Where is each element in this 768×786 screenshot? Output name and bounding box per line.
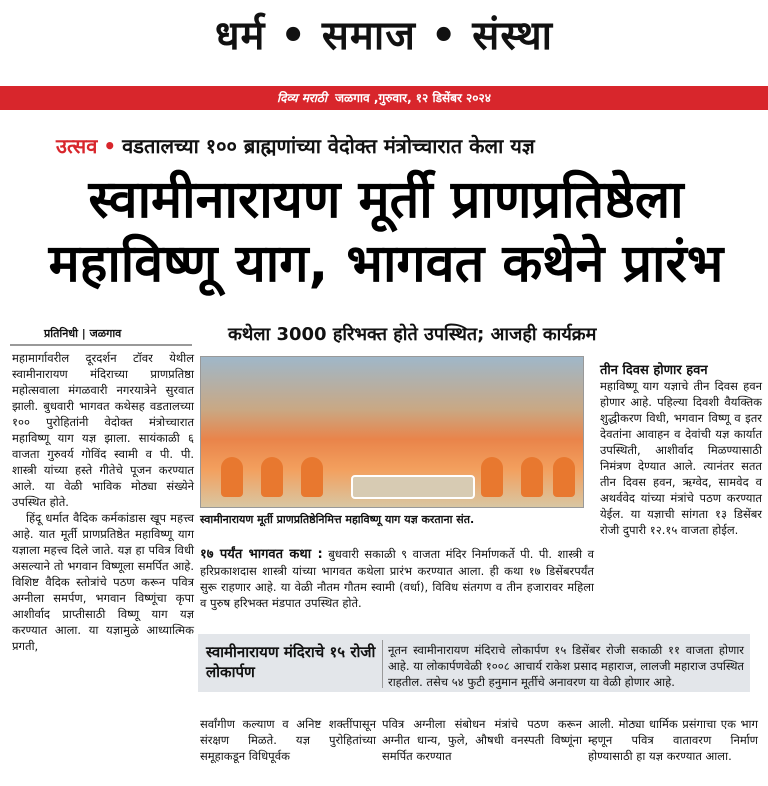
bottom-column-2: पवित्र अग्नीला संबोधन मंत्रांचे पठण करून अग्नीत धान्य, फुले, औषधी वनस्पती विष्णूंना समर्पित करण्यात xyxy=(382,717,582,763)
right-column-title: तीन दिवस होणार हवन xyxy=(600,363,708,378)
katha-text: बुधवारी सकाळी ९ वाजता मंदिर निर्माणकर्ते पी. पी. शास्त्री व हरिप्रकाशदास शास्त्री यांच्या भागवत कथेला प्रारंभ करण्यात आला. ही कथा १७ डिसेंबरपर्यंत सुरू राहणार आहे. या वेळी नौतम गौतम स्वामी (वर्धा), विविध संतगण व तीन हजारावर महिला व पुरुष हरिभक्त मंडपात उपस्थित होते. xyxy=(200,547,595,610)
katha-lead: १७ पर्यंत भागवत कथा : xyxy=(200,547,323,562)
monk-figure xyxy=(481,457,503,497)
monk-figure xyxy=(301,457,323,497)
headline-line-1: स्वामीनारायण मूर्ती प्राणप्रतिष्ठेला xyxy=(88,170,684,230)
headline xyxy=(16,168,756,296)
monk-figure xyxy=(553,457,575,497)
masthead-brand: दिव्य मराठी xyxy=(276,91,327,105)
bullet-icon: • xyxy=(103,134,117,158)
bottom-column-1: सर्वांगीण कल्याण व अनिष्ट शक्तींपासून संरक्षण मिळते. यज्ञ पुरोहितांच्या समूहाकडून विधिपूर्वक xyxy=(200,717,376,763)
info-box-divider xyxy=(382,640,383,688)
section-title: धर्म • समाज • संस्था xyxy=(214,13,554,59)
left-column xyxy=(12,350,194,654)
info-box-title: स्वामीनारायण मंदिराचे १५ रोजी लोकार्पण xyxy=(206,643,376,681)
monk-figure xyxy=(221,457,243,497)
masthead-bar xyxy=(0,86,768,110)
ceremony-photo xyxy=(200,356,584,508)
yajna-kund xyxy=(351,475,475,499)
photo-caption: स्वामीनारायण मूर्ती प्राणप्रतिष्ठेनिमित्त महाविष्णू याग यज्ञ करताना संत. xyxy=(200,513,475,526)
subhead: कथेला 3000 हरिभक्त होते उपस्थित; आजही कार्यक्रम xyxy=(228,324,597,345)
left-column-paragraph-2: हिंदू धर्मात वैदिक कर्मकांडास खूप महत्त्व आहे. यात मूर्ती प्राणप्रतिष्ठेत महाविष्णू याग यज्ञाला महत्त्व दिले जाते. यज्ञ हा पवित्र विधी असल्याने तो भगवान विष्णूला समर्पित आहे. विशिष्ट वैदिक स्तोत्रांचे पठण करून पवित्र अग्नीला समर्पण, भगवान विष्णूंचा कृपा आशीर्वाद प्राप्तीसाठी विष्णू याग यज्ञ करण्यात आला. या यज्ञामुळे आध्यात्मिक प्रगती, xyxy=(12,511,194,653)
monk-figure xyxy=(521,457,543,497)
left-column-paragraph-1: महामार्गावरील दूरदर्शन टॉवर येथील स्वामीनारायण मंदिराच्या प्राणप्रतिष्ठा महोत्सवाला मंगळवारी नगरयात्रेने सुरवात झाली. बुधवारी भागवत कथेसह वडतालच्या १०० पुरोहितांनी वेदोक्त मंत्रोच्चारात महाविष्णू याग यज्ञ झाला. सायंकाळी ६ वाजता गुरुवर्य गोविंद स्वामी व पी. पी. शास्त्री यांच्या हस्ते गीतेचे पूजन करण्यात आले. या वेळी भाविक मोठ्या संख्येने उपस्थित होते. xyxy=(12,351,194,509)
byline: प्रतिनिधी | जळगाव xyxy=(44,327,122,340)
byline-divider xyxy=(10,344,192,346)
kicker xyxy=(56,132,756,159)
headline-line-2: महाविष्णू याग, भागवत कथेने प्रारंभ xyxy=(48,234,724,294)
bottom-column-3: आली. मोठ्या धार्मिक प्रसंगाचा एक भाग म्हणून पवित्र वातावरण निर्माण होण्यासाठी हा यज्ञ करण्यात आला. xyxy=(588,717,758,763)
masthead-dateline: जळगाव ,गुरुवार, १२ डिसेंबर २०२४ xyxy=(335,91,492,105)
right-column: महाविष्णू याग यज्ञाचे तीन दिवस हवन होणार आहे. पहिल्या दिवशी वैयक्तिक शुद्धीकरण विधी, भगवान विष्णू व इतर देवतांना आवाहन व देवांची यज्ञ कार्यात उपस्थिती, आशीर्वाद मिळण्यासाठी निमंत्रण देण्यात आले. त्यानंतर सतत तीन दिवस हवन, ऋग्वेद, सामवेद व अथर्ववेद यांच्या मंत्रांचे पठण करण्यात येईल. या यज्ञाची सांगता १३ डिसेंबर रोजी दुपारी १२.१५ वाजता होईल. xyxy=(600,379,762,537)
kicker-text: वडतालच्या १०० ब्राह्मणांच्या वेदोक्त मंत्रोच्चारात केला यज्ञ xyxy=(122,134,535,158)
monk-figure xyxy=(261,457,283,497)
kicker-tag: उत्सव xyxy=(56,134,98,158)
info-box-text: नूतन स्वामीनारायण मंदिराचे लोकार्पण १५ डिसेंबर रोजी सकाळी ११ वाजता होणार आहे. या लोकार्पणवेळी १००८ आचार्य राकेश प्रसाद महाराज, लालजी महाराज उपस्थित राहतील. तसेच ५४ फुटी हनुमान मूर्तीचे अनावरण या वेळी होणार आहे. xyxy=(388,643,744,689)
katha-paragraph xyxy=(200,546,594,611)
